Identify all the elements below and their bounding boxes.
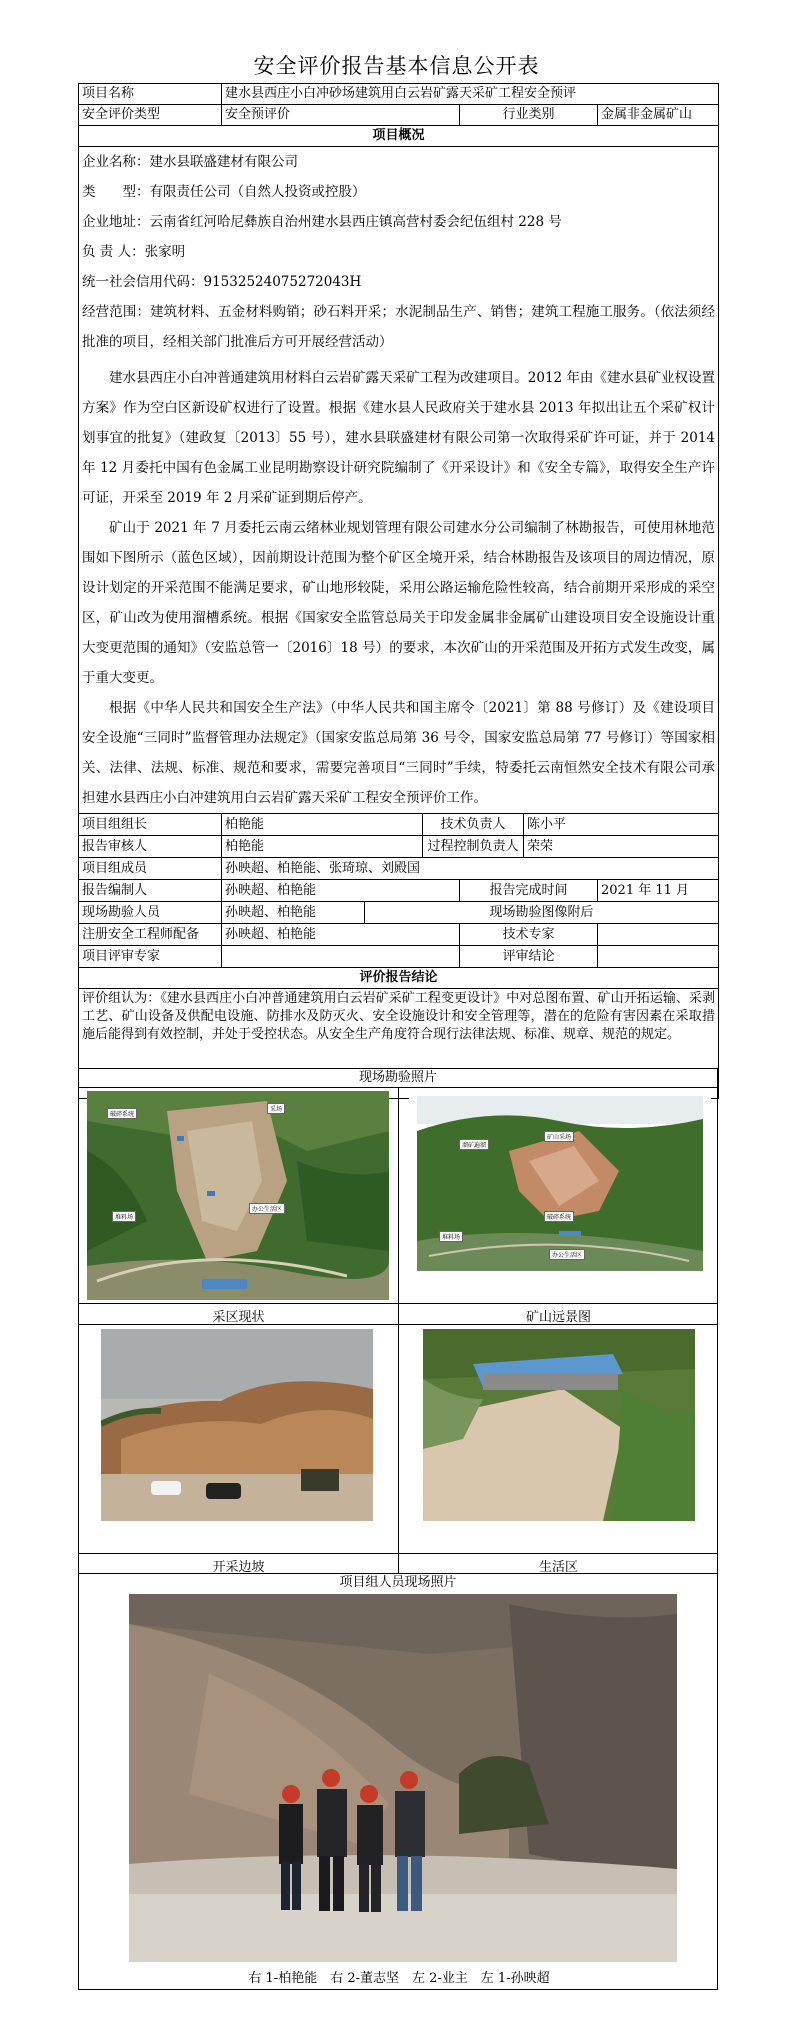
photo-team (129, 1594, 677, 1962)
conclusion-header: 评价报告结论 (79, 968, 719, 989)
company-type: 类 型：有限责任公司（自然人投资或控股） (82, 184, 366, 200)
industry-label: 行业类别 (460, 105, 598, 126)
label-mine-stope: 矿山采场 (544, 1131, 574, 1142)
leader-value: 柏艳能 (222, 814, 423, 836)
photo-section (78, 1068, 718, 1990)
review-conclusion-label: 评审结论 (460, 946, 598, 968)
team-photo-title: 项目组人员现场照片 (339, 1575, 457, 1590)
photo-slope (101, 1329, 373, 1521)
expert-label: 技术专家 (460, 924, 598, 946)
project-name: 建水县西庄小白冲砂场建筑用白云岩矿露天采矿工程安全预评 (222, 84, 719, 105)
label-crushing-system-2: 破碎系统 (544, 1211, 574, 1222)
project-name-label: 项目名称 (79, 84, 222, 105)
tech-label: 技术负责人 (423, 814, 524, 836)
company-credit-code: 统一社会信用代码：91532524075272043H (82, 274, 362, 290)
document-title: 安全评价报告基本信息公开表 (253, 54, 540, 78)
engineer-label: 注册安全工程师配备 (79, 924, 222, 946)
conclusion-text: 评价组认为：《建水县西庄小白冲普通建筑用白云岩矿采矿工程变更设计》中对总图布置、矿山开拓运输、采剥工艺、矿山设备及供配电设施、防排水及防灭火、安全设施设计和安全管理等，潜在的危险有害因素在采取措施后能得到有效控制，并处于受控状态。从安全生产角度符合现行法律法规、标准、规章、规范的规定。 (79, 989, 719, 1099)
overview-paragraph-2: 矿山于 2021 年 7 月委托云南云绪林业规划管理有限公司建水分公司编制了林勘报告，可使用林地范围如下图所示（蓝色区域），因前期设计范围为整个矿区全境开采，结合林勘报告及该项目的周边情况，原设计划定的开采范围不能满足要求，矿山地形较陡，采用公路运输危险性较高，结合前期开采形成的采空区，矿山改为使用溜槽系统。根据《国家安全监管总局关于印发金属非金属矿山建设项目安全设施设计重大变更范围的通知》（安监总管一〔2016〕18 号）的要求，本次矿山的开采范围及开拓方式发生改变，属于重大变更。 (82, 520, 716, 686)
overview-header: 项目概况 (79, 126, 719, 147)
process-label: 过程控制负责人 (423, 836, 524, 858)
caption-mine-area: 采区现状 (212, 1310, 265, 1325)
caption-slope: 开采边坡 (212, 1560, 265, 1575)
review-expert-value (222, 946, 460, 968)
label-stope: 采场 (267, 1103, 285, 1114)
writer-value: 孙映超、柏艳能 (222, 880, 460, 902)
engineer-value: 孙映超、柏艳能 (222, 924, 460, 946)
label-stockyard: 堆料场 (112, 1211, 136, 1222)
members-value: 孙映超、柏艳能、张琦琼、刘殿国 (222, 858, 719, 880)
label-crushing-system: 破碎系统 (107, 1108, 137, 1119)
reviewer-value: 柏艳能 (222, 836, 423, 858)
company-name: 企业名称：建水县联盛建材有限公司 (82, 154, 298, 170)
label-office-area-2: 办公生活区 (549, 1249, 585, 1260)
eval-type-label: 安全评价类型 (79, 105, 222, 126)
company-address: 企业地址：云南省红河哈尼彝族自治州建水县西庄镇高营村委会纪伍组村 228 号 (82, 214, 562, 230)
caption-living-area: 生活区 (538, 1560, 578, 1575)
review-expert-label: 项目评审专家 (79, 946, 222, 968)
site-label: 现场勘验人员 (79, 902, 222, 924)
photo-section-title: 现场勘验照片 (358, 1070, 437, 1085)
review-conclusion-value (598, 946, 719, 968)
finish-label: 报告完成时间 (460, 880, 598, 902)
leader-label: 项目组组长 (79, 814, 222, 836)
label-stockyard-2: 堆料场 (439, 1231, 463, 1242)
label-office-area: 办公生活区 (249, 1203, 285, 1214)
site-value: 孙映超、柏艳能 (222, 902, 365, 924)
tech-value: 陈小平 (524, 814, 719, 836)
info-table (78, 83, 719, 1099)
company-scope: 经营范围：建筑材料、五金材料购销；砂石料开采；水泥制品生产、销售；建筑工程施工服务。（依法须经批准的项目，经相关部门批准后方可开展经营活动） (82, 304, 716, 350)
photo-living-area (423, 1329, 695, 1521)
team-photo-caption: 右 1-柏艳能 右 2-董志坚 左 2-业主 左 1-孙映超 (248, 1971, 550, 1986)
caption-distant-view: 矿山远景图 (525, 1310, 591, 1325)
site-image-note: 现场勘验图像附后 (365, 902, 719, 924)
company-leader: 负 责 人：张家明 (82, 244, 186, 260)
photo-distant-view (409, 1091, 711, 1300)
photo-mine-area (87, 1091, 389, 1300)
members-label: 项目组成员 (79, 858, 222, 880)
industry: 金属非金属矿山 (598, 105, 719, 126)
overview-cell (79, 147, 719, 814)
eval-type: 安全预评价 (222, 105, 460, 126)
process-value: 荣荣 (524, 836, 719, 858)
overview-paragraph-3: 根据《中华人民共和国安全生产法》（中华人民共和国主席令〔2021〕第 88 号修订）及《建设项目安全设施“三同时”监督管理办法规定》（国家安监总局第 36 号令，国家安监总局第 77 号修订）等国家相关、法律、法规、标准、规范和要求，需要完善项目“三同时”手续，特委托云南恒然安全技术有限公司承担建水县西庄小白冲建筑用白云岩矿露天采矿工程安全预评价工作。 (82, 700, 716, 806)
label-chute: 溜矿遍溜 (459, 1139, 489, 1150)
expert-value (598, 924, 719, 946)
finish-value: 2021 年 11 月 (598, 880, 719, 902)
writer-label: 报告编制人 (79, 880, 222, 902)
overview-paragraph-1: 建水县西庄小白冲普通建筑用材料白云岩矿露天采矿工程为改建项目。2012 年由《建水县矿业权设置方案》作为空白区新设矿权进行了设置。根据《建水县人民政府关于建水县 2013 年拟出让五个采矿权计划事宜的批复》（建政复〔2013〕55 号），建水县联盛建材有限公司第一次取得采矿许可证，并于 2014 年 12 月委托中国有色金属工业昆明勘察设计研究院编制了《开采设计》和《安全专篇》，取得安全生产许可证，开采至 2019 年 2 月采矿证到期后停产。 (82, 370, 716, 506)
reviewer-label: 报告审核人 (79, 836, 222, 858)
